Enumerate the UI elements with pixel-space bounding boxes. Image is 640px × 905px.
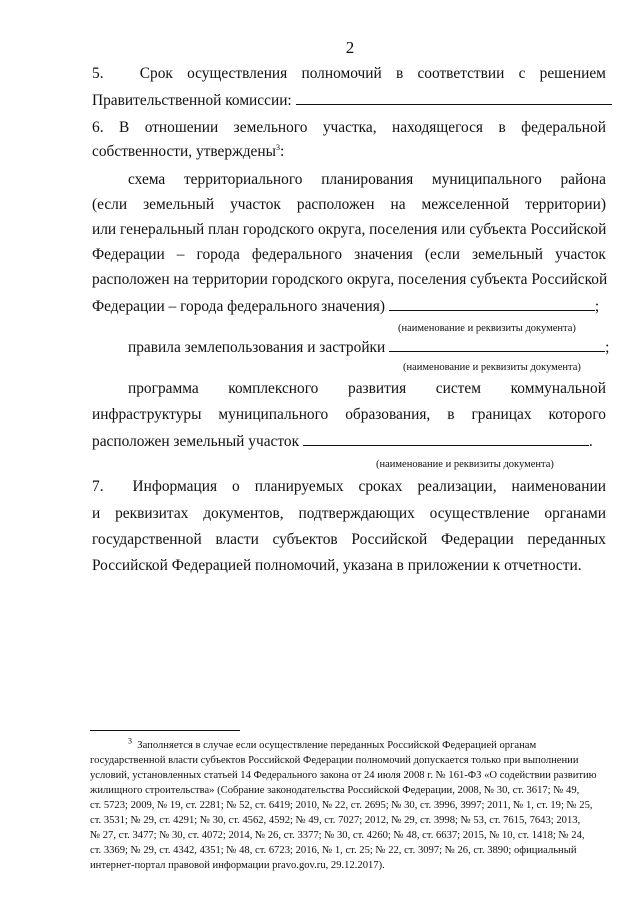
rules-line: правила землепользования и застройки ;: [128, 339, 610, 356]
footnote-line: ст. 3531; № 29, ст. 4291; № 30, ст. 4562, 4592; № 49, ст. 7027; 2012, № 29, ст. 3998; № 53, ст. 7615, 7643; 2013,: [90, 815, 581, 826]
footnote-line: условий, установленных статьей 14 Федерального закона от 24 июля 2008 г. № 161-ФЗ «О содействии развитию: [90, 770, 597, 781]
footnote-marker: 3: [275, 142, 280, 152]
item7-line2: и реквизитах документов, подтверждающих осуществление органами: [92, 505, 606, 522]
item7-line1: 7. Информация о планируемых сроках реализации, наименовании: [92, 478, 606, 495]
footnote-mark: 3: [128, 736, 132, 746]
item7-line3: государственной власти субъектов Российской Федерации переданных: [92, 531, 606, 548]
scheme-line5: расположен на территории городского округа, поселения субъекта Российской: [92, 271, 608, 288]
program-line2: инфраструктуры муниципального образования, в границах которого: [92, 406, 606, 423]
item7-number: 7.: [92, 478, 104, 495]
item6-line1: 6. В отношении земельного участка, находящегося в федеральной: [92, 119, 606, 136]
item5-word: с: [518, 65, 526, 82]
fill-blank-line: [389, 337, 605, 352]
item5-line1: [92, 64, 606, 84]
scheme-line1: схема территориального планирования муниципального района: [128, 171, 606, 188]
item5-word: Срок: [139, 65, 173, 82]
footnote-separator: [90, 730, 240, 731]
footnote-line: № 27, ст. 3477; № 30, ст. 4072; 2014, № 26, ст. 3377; № 30, ст. 4260; № 48, ст. 6637; 2015, № 10, ст. 1418; № 24,: [90, 830, 585, 841]
item5-word: осуществления: [187, 65, 288, 82]
item7-line4: Российской Федерацией полномочий, указана в приложении к отчетности.: [92, 557, 582, 574]
footnote-line: $^3$ Заполняется в случае если осуществление переданных Российской Федерацией органам: [128, 736, 537, 751]
item5-number: 5.: [92, 65, 104, 82]
item5-word: полномочий: [301, 65, 382, 82]
item5-line2: Правительственной комиссии:: [92, 90, 612, 111]
scheme-line6: Федерации – города федерального значения) ;: [92, 298, 600, 315]
item5-word: в: [395, 65, 404, 82]
item5-word: соответствии: [417, 65, 505, 82]
document-caption: (наименование и реквизиты документа): [376, 459, 554, 470]
document-caption: (наименование и реквизиты документа): [403, 362, 581, 373]
program-line3: расположен земельный участок .: [92, 433, 593, 450]
item5-word: решением: [539, 65, 606, 82]
footnote-line: ст. 5723; 2009, № 19, ст. 2281; № 52, ст. 6419; 2010, № 22, ст. 2695; № 30, ст. 3996, 3997; 2011, № 1, ст. 19; № 25,: [90, 800, 593, 811]
footnote-line: интернет-портал правовой информации pravo.gov.ru, 29.12.2017).: [90, 860, 385, 871]
scheme-line3: или генеральный план городского округа, поселения или субъекта Российской: [92, 221, 607, 238]
fill-blank-line: [303, 431, 589, 446]
footnote-line: жилищного строительства» (Собрание законодательства Российской Федерации, 2008, № 30, ст. 3617; № 49,: [90, 785, 580, 796]
footnote-line: ст. 3369; № 29, ст. 4342, 4351; № 48, ст. 6723; 2016, № 1, ст. 25; № 22, ст. 3097; № 26, ст. 3890; официальный: [90, 845, 577, 856]
program-line1: программа комплексного развития систем коммунальной: [128, 380, 606, 397]
document-caption: (наименование и реквизиты документа): [398, 323, 576, 334]
fill-blank-line: [296, 90, 612, 105]
page-number: 2: [345, 38, 355, 57]
scheme-line2: (если земельный участок расположен на межселенной территории): [92, 196, 606, 213]
item6-number: 6.: [92, 119, 104, 136]
footnote-line: государственной власти субъектов Российской Федерации полномочий допускается только при выполнении: [90, 755, 579, 766]
fill-blank-line: [389, 296, 595, 311]
item6-line2: собственности, утверждены$^3$:: [92, 142, 285, 160]
scheme-line4: Федерации – города федерального значения (если земельный участок: [92, 246, 606, 263]
